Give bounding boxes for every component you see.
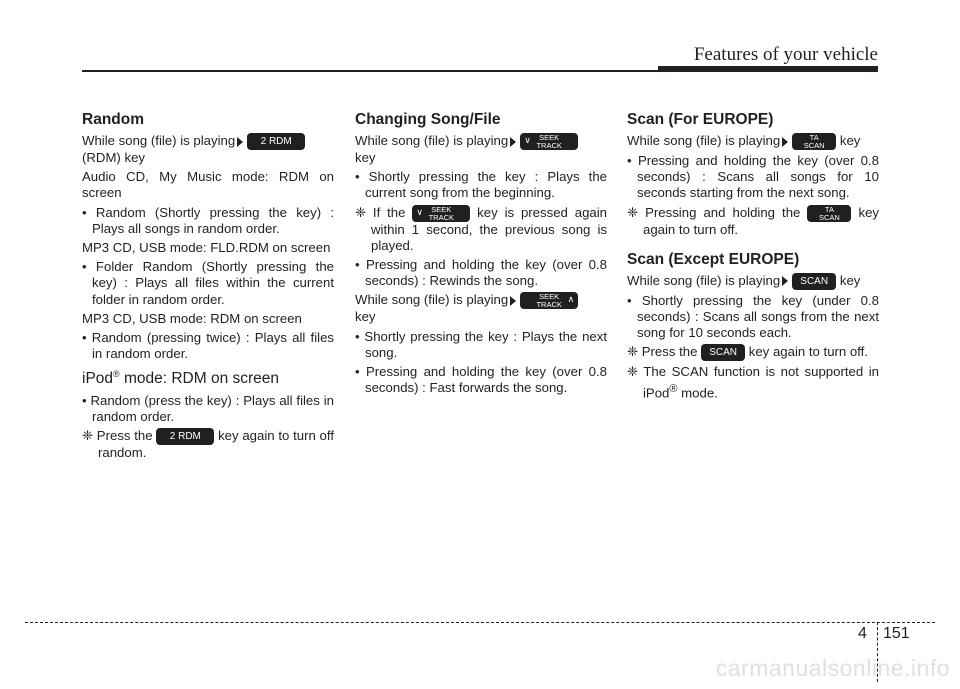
column-scan — [627, 110, 879, 404]
scan-intro-text: While song (file) is playing — [627, 272, 781, 288]
scan-note-b: key again to turn off. — [745, 344, 869, 360]
scan-europe-note — [627, 205, 879, 238]
ipod-heading-a: iPod — [82, 370, 114, 388]
ta-label: TA — [824, 204, 834, 214]
seek-track-down-key-icon — [412, 205, 470, 222]
section-heading-random: Random — [82, 111, 144, 128]
random-bullet-2: • Folder Random (Shortly pressing the key) : Plays all files within the current folder in random order. — [82, 259, 334, 307]
ta-scan-key-icon — [807, 205, 851, 222]
column-changing-song — [355, 110, 607, 399]
scan-europe-intro-tail: key — [839, 133, 861, 148]
random-bullet-1: • Random (Shortly pressing the key) : Plays all songs in random order. — [82, 204, 334, 236]
header-rule-accent — [658, 66, 878, 72]
registered-mark: ® — [669, 382, 678, 395]
play-arrow-icon — [782, 137, 788, 147]
scan-label: SCAN — [819, 212, 840, 222]
chevron-up-icon: ∧ — [567, 294, 575, 305]
seek-back-intro-tail: key — [355, 150, 376, 166]
ipod-scan-note — [627, 364, 879, 401]
seek-note-b: key is pressed again within 1 second, the previous song is played. — [371, 204, 608, 253]
seek-forward-intro-text: While song (file) is playing — [355, 292, 509, 308]
random-cd-mode: Audio CD, My Music mode: RDM on screen — [82, 169, 334, 201]
seek-forward-bullet-2: • Pressing and holding the key (over 0.8 seconds) : Fast forwards the song. — [355, 364, 607, 396]
section-heading-ipod — [82, 365, 334, 388]
page-number: 151 — [883, 625, 910, 642]
chapter-number: 4 — [858, 625, 867, 642]
random-mp3-folder-mode: MP3 CD, USB mode: FLD.RDM on screen — [82, 240, 331, 256]
seek-note-a: ❈ If the — [355, 204, 413, 220]
seek-label: SEEK — [539, 292, 560, 302]
seek-back-note — [355, 205, 607, 254]
random-note-b: key again to turn off random. — [98, 428, 334, 461]
scan-key-icon: SCAN — [792, 273, 836, 290]
random-note — [82, 428, 334, 461]
seek-forward-bullet-1: • Shortly pressing the key : Plays the next song. — [355, 328, 607, 360]
random-intro — [82, 133, 334, 166]
random-intro-text: While song (file) is playing — [82, 133, 236, 148]
seek-back-bullet-1: • Shortly pressing the key : Plays the current song from the beginning. — [355, 169, 607, 201]
scan-europe-note-b: key again to turn off. — [643, 204, 880, 237]
play-arrow-icon — [510, 137, 516, 147]
section-heading-scan-europe: Scan (For EUROPE) — [627, 111, 774, 128]
scan-europe-note-a: ❈ Pressing and holding the — [627, 204, 808, 220]
seek-label: SEEK — [539, 133, 560, 143]
scan-europe-bullet: • Pressing and holding the key (over 0.8 seconds) : Scans all songs for 10 seconds starting from the next song. — [627, 153, 879, 201]
seek-forward-intro-tail: key — [355, 309, 376, 325]
ipod-note-a: ❈ The SCAN function is not supported in iPod — [627, 364, 879, 401]
seek-track-down-key-icon — [520, 133, 578, 150]
chevron-down-icon: ∨ — [416, 206, 423, 217]
random-intro-tail: (RDM) key — [82, 150, 146, 166]
seek-track-up-key-icon — [520, 292, 578, 309]
ta-label: TA — [809, 133, 819, 143]
ta-scan-key-icon — [792, 133, 836, 150]
scan-note-a: ❈ Press the — [627, 344, 702, 360]
scan-europe-intro-text: While song (file) is playing — [627, 133, 781, 148]
section-heading-changing-song: Changing Song/File — [355, 111, 501, 128]
chevron-down-icon: ∨ — [524, 135, 531, 146]
seek-forward-intro — [355, 292, 607, 325]
play-arrow-icon — [237, 137, 243, 147]
ipod-note-b: mode. — [677, 385, 718, 401]
scan-note — [627, 344, 879, 361]
scan-intro-tail: key — [839, 272, 861, 288]
footer-rule — [25, 622, 935, 623]
rdm-key-icon: 2 RDM — [247, 133, 305, 150]
random-mp3-mode: MP3 CD, USB mode: RDM on screen — [82, 310, 302, 326]
seek-back-intro — [355, 133, 607, 166]
seek-back-bullet-2: • Pressing and holding the key (over 0.8 seconds) : Rewinds the song. — [355, 257, 607, 289]
scan-bullet: • Shortly pressing the key (under 0.8 seconds) : Scans all songs from the next song for 10 seconds each. — [627, 292, 879, 341]
watermark: carmanualsonline.info — [715, 655, 950, 681]
scan-key-icon: SCAN — [701, 344, 745, 361]
scan-label: SCAN — [803, 141, 825, 151]
random-bullet-3: • Random (pressing twice) : Plays all files in random order. — [82, 330, 334, 362]
play-arrow-icon — [782, 276, 788, 286]
seek-label: SEEK — [431, 204, 452, 214]
registered-mark: ® — [113, 369, 120, 380]
scan-europe-intro — [627, 133, 879, 150]
scan-intro — [627, 273, 879, 290]
seek-back-intro-text: While song (file) is playing — [355, 133, 509, 148]
track-label: TRACK — [536, 300, 562, 310]
section-heading-scan-except-europe: Scan (Except EUROPE) — [627, 250, 800, 268]
rdm-key-icon: 2 RDM — [156, 428, 214, 445]
track-label: TRACK — [428, 212, 455, 222]
random-note-a: ❈ Press the — [82, 428, 157, 444]
track-label: TRACK — [536, 141, 562, 151]
ipod-heading-b: mode: RDM on screen — [119, 370, 280, 388]
ipod-bullet: • Random (press the key) : Plays all files in random order. — [82, 392, 334, 424]
play-arrow-icon — [510, 296, 516, 306]
column-random — [82, 110, 334, 464]
running-header: Features of your vehicle — [693, 44, 878, 65]
